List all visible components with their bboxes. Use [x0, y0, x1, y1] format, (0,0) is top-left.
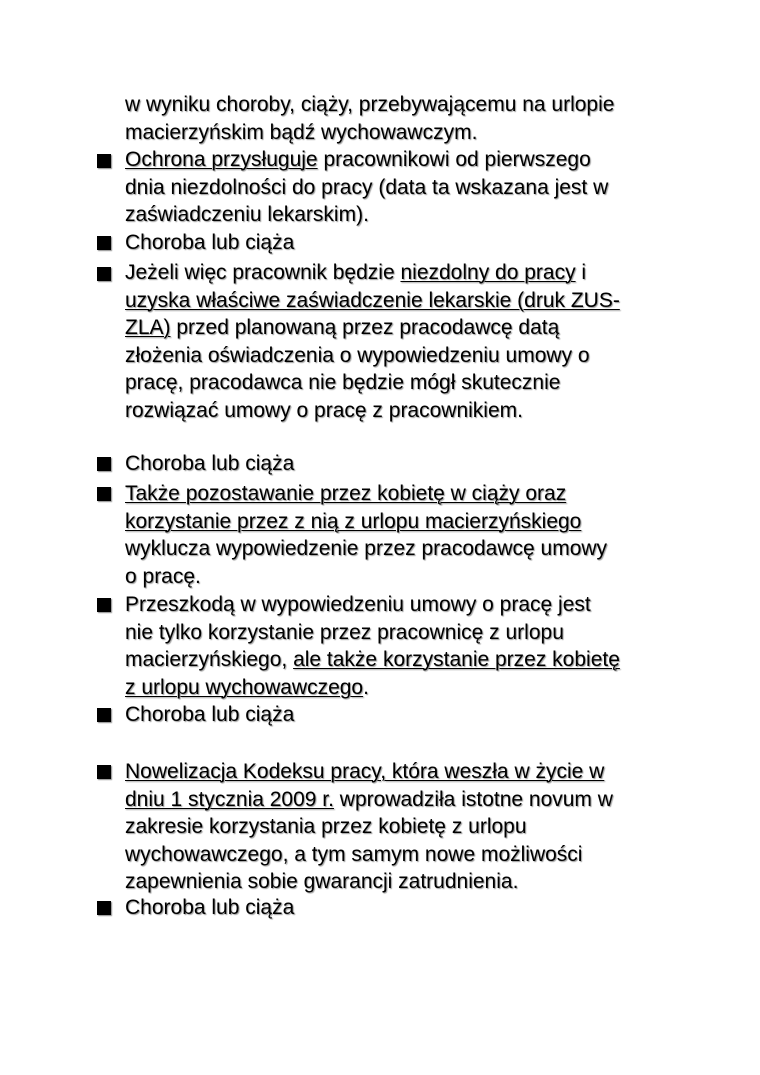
underlined-phrase: Ochrona przysługuje [125, 148, 318, 171]
text-line [125, 646, 685, 674]
text-line [125, 674, 685, 702]
heading-text: Choroba lub ciąża [125, 452, 295, 475]
bullet-item-takze [125, 480, 685, 590]
text-run: wprowadziła istotne novum w [333, 787, 613, 811]
square-bullet-icon [97, 765, 111, 779]
text-run: macierzyńskiego, [125, 648, 294, 671]
text-line: zaświadczeniu lekarskim). [125, 203, 369, 226]
text-line: Przeszkodą w wypowiedzeniu umowy o pracę jest [125, 593, 591, 616]
square-bullet-icon [97, 236, 111, 250]
text-run: Jeżeli więc pracownik będzie [125, 261, 401, 284]
text-run: przed planowaną przez pracodawcę datą [170, 316, 560, 339]
text-line: wyklucza wypowiedzenie przez pracodawcę umowy [125, 537, 608, 560]
text-line [125, 786, 685, 814]
underlined-phrase: z urlopu wychowawczego [125, 675, 364, 699]
underlined-phrase: ZLA) [125, 316, 171, 339]
underlined-phrase: niezdolny do pracy [400, 261, 576, 284]
text-line: w wyniku choroby, ciąży, przebywającemu na urlopie [125, 93, 615, 116]
text-line [125, 259, 685, 287]
text-run: . [363, 675, 369, 699]
bullet-heading [125, 450, 685, 478]
bullet-item-jezeli [125, 259, 685, 424]
heading-text: Choroba lub ciąża [125, 896, 295, 919]
underlined-line: Nowelizacja Kodeksu pracy, która weszła w życie w [125, 760, 605, 783]
bullet-heading [125, 229, 685, 257]
square-bullet-icon [97, 154, 111, 168]
bullet-item-przeszkoda [125, 591, 685, 701]
text-line [125, 146, 685, 174]
text-line: rozwiązać umowy o pracę z pracownikiem. [125, 398, 523, 422]
text-line: macierzyńskim bądź wychowawczym. [125, 120, 478, 144]
bullet-heading [125, 701, 685, 729]
text-line: pracę, pracodawca nie będzie mógł skutecznie [125, 371, 561, 394]
underlined-line: korzystanie przez z nią z urlopu macierzyńskiego [125, 509, 582, 533]
underlined-line: Także pozostawanie przez kobietę w ciąży oraz [125, 482, 567, 505]
heading-text: Choroba lub ciąża [125, 231, 295, 254]
underlined-phrase: dniu 1 stycznia 2009 r. [125, 787, 334, 811]
text-run: pracownikowi od pierwszego [317, 148, 591, 171]
square-bullet-icon [97, 267, 111, 281]
square-bullet-icon [97, 901, 111, 915]
bullet-item-nowelizacja [125, 758, 685, 896]
text-line: zakresie korzystania przez kobietę z urlopu [125, 815, 527, 838]
square-bullet-icon [97, 487, 111, 501]
text-line: złożenia oświadczenia o wypowiedzeniu umowy o [125, 343, 590, 367]
square-bullet-icon [97, 598, 111, 612]
square-bullet-icon [97, 457, 111, 471]
underlined-phrase: ale także korzystanie przez kobietę [293, 648, 620, 671]
text-line [125, 314, 685, 342]
square-bullet-icon [97, 708, 111, 722]
bullet-heading [125, 894, 685, 922]
text-line: o pracę. [125, 564, 201, 588]
text-line: zapewnienia sobie gwarancji zatrudnienia. [125, 870, 519, 893]
text-line: wychowawczego, a tym samym nowe możliwości [125, 842, 583, 866]
text-line: dnia niezdolności do pracy (data ta wskazana jest w [125, 175, 609, 199]
bullet-item-ochrona [125, 146, 685, 229]
intro-paragraph [125, 91, 685, 146]
underlined-line: uzyska właściwe zaświadczenie lekarskie (druk ZUS- [125, 288, 620, 312]
heading-text: Choroba lub ciąża [125, 703, 295, 726]
text-run: i [575, 261, 587, 284]
text-line: nie tylko korzystanie przez pracownicę z urlopu [125, 620, 564, 644]
